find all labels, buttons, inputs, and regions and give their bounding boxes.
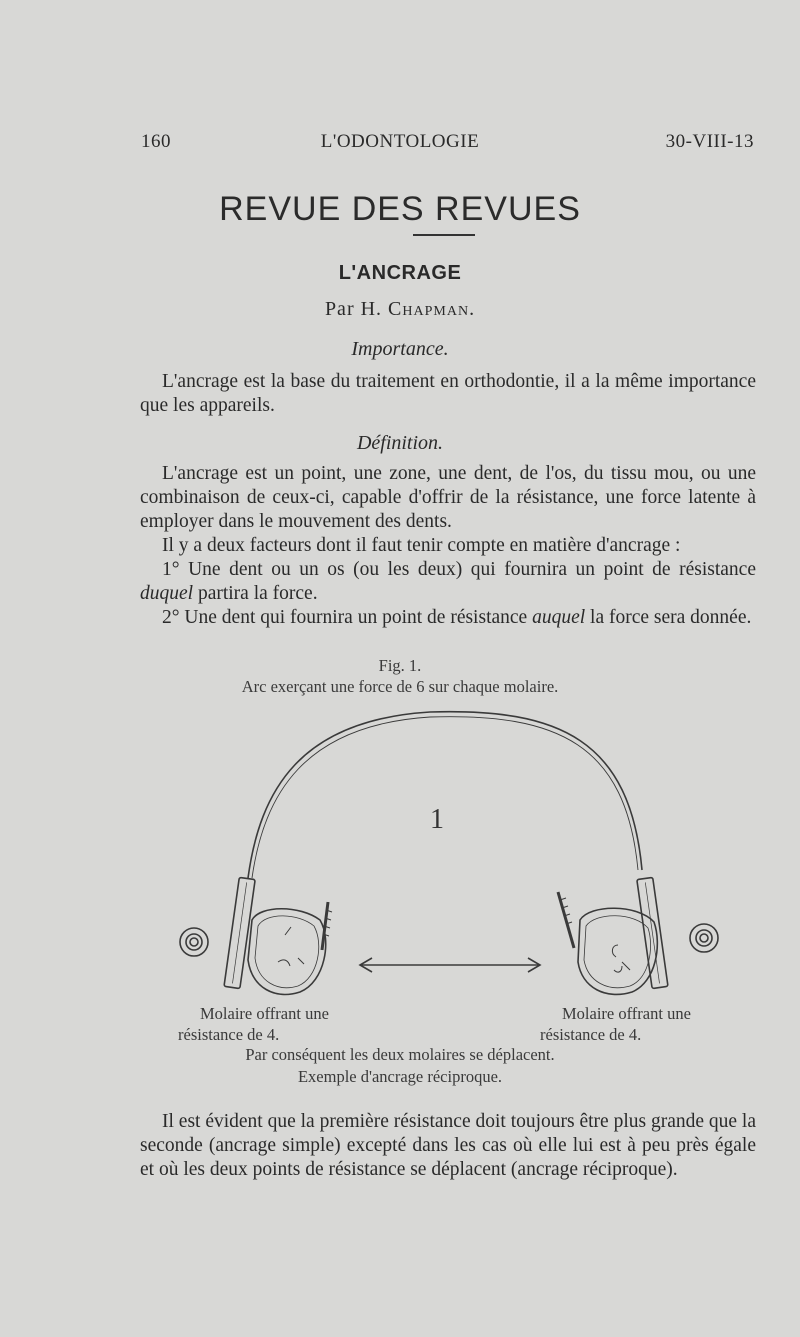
importance-paragraph	[140, 370, 756, 418]
right-screw	[558, 892, 574, 948]
right-label-line-1: Molaire offrant une	[562, 1004, 691, 1023]
right-tube	[637, 877, 668, 988]
right-molar-label	[540, 1003, 691, 1045]
conclusion-paragraph	[140, 1110, 756, 1182]
author-name: Chapman.	[388, 298, 476, 320]
right-ring	[690, 924, 718, 952]
p4-emphasis: auquel	[532, 607, 586, 628]
left-molar	[248, 909, 326, 995]
figure-inner-label: 1	[430, 804, 444, 835]
right-molar	[578, 908, 657, 994]
left-ring	[180, 928, 208, 956]
reciprocal-arrow	[360, 958, 540, 972]
arch-wire	[248, 712, 642, 878]
p3-emphasis: duquel	[140, 583, 194, 604]
page-number: 160	[141, 131, 171, 152]
p3-text-b: partira la force.	[193, 583, 318, 604]
left-label-line-2: résistance de 4.	[178, 1025, 280, 1044]
figure-caption: Arc exerçant une force de 6 sur chaque molaire.	[241, 677, 559, 696]
figure-number: Fig. 1.	[378, 656, 422, 675]
p3-text-a: 1° Une dent ou un os (ou les deux) qui fournira un point de résistance	[162, 559, 756, 580]
left-label-line-1: Molaire offrant une	[200, 1004, 329, 1023]
left-screw	[322, 902, 332, 950]
author-prefix: Par H.	[324, 298, 389, 320]
right-label-line-2: résistance de 4.	[540, 1025, 642, 1044]
p4-text-b: la force sera donnée.	[585, 607, 752, 628]
section-title: REVUE DES REVUES	[219, 190, 581, 228]
archwire-figure	[160, 700, 730, 1010]
definition-block	[140, 462, 756, 630]
importance-text: L'ancrage est la base du traitement en orthodontie, il a la même importance que les appareils.	[140, 371, 756, 416]
issue-date: 30-VIII-13	[665, 131, 754, 152]
article-title: L'ANCRAGE	[338, 262, 462, 284]
importance-heading: Importance.	[351, 338, 449, 360]
definition-paragraph-4	[140, 606, 756, 630]
figure-note-2: Exemple d'ancrage réciproque.	[297, 1067, 503, 1086]
definition-heading: Définition.	[356, 432, 444, 454]
definition-paragraph-2: Il y a deux facteurs dont il faut tenir compte en matière d'ancrage :	[162, 535, 681, 556]
running-header: L'ODONTOLOGIE	[320, 131, 480, 152]
definition-paragraph-3	[140, 558, 756, 606]
article-author	[0, 298, 800, 321]
definition-paragraph-1: L'ancrage est un point, une zone, une dent, de l'os, du tissu mou, ou une combinaison de ceux-ci, capable d'offrir de la résistance, une force latente à employer dans le mouvement des dents.	[140, 463, 756, 532]
conclusion-text: Il est évident que la première résistance doit toujours être plus grande que la seconde (ancrage simple) excepté dans les cas où elle lui est à peu près égale et où les deux points de résistance se déplacent (ancrage réciproque).	[140, 1111, 756, 1180]
p4-text-a: 2° Une dent qui fournira un point de résistance	[162, 607, 533, 628]
left-molar-label	[178, 1003, 329, 1045]
figure-note-1: Par conséquent les deux molaires se déplacent.	[245, 1045, 555, 1064]
title-rule	[413, 234, 475, 236]
